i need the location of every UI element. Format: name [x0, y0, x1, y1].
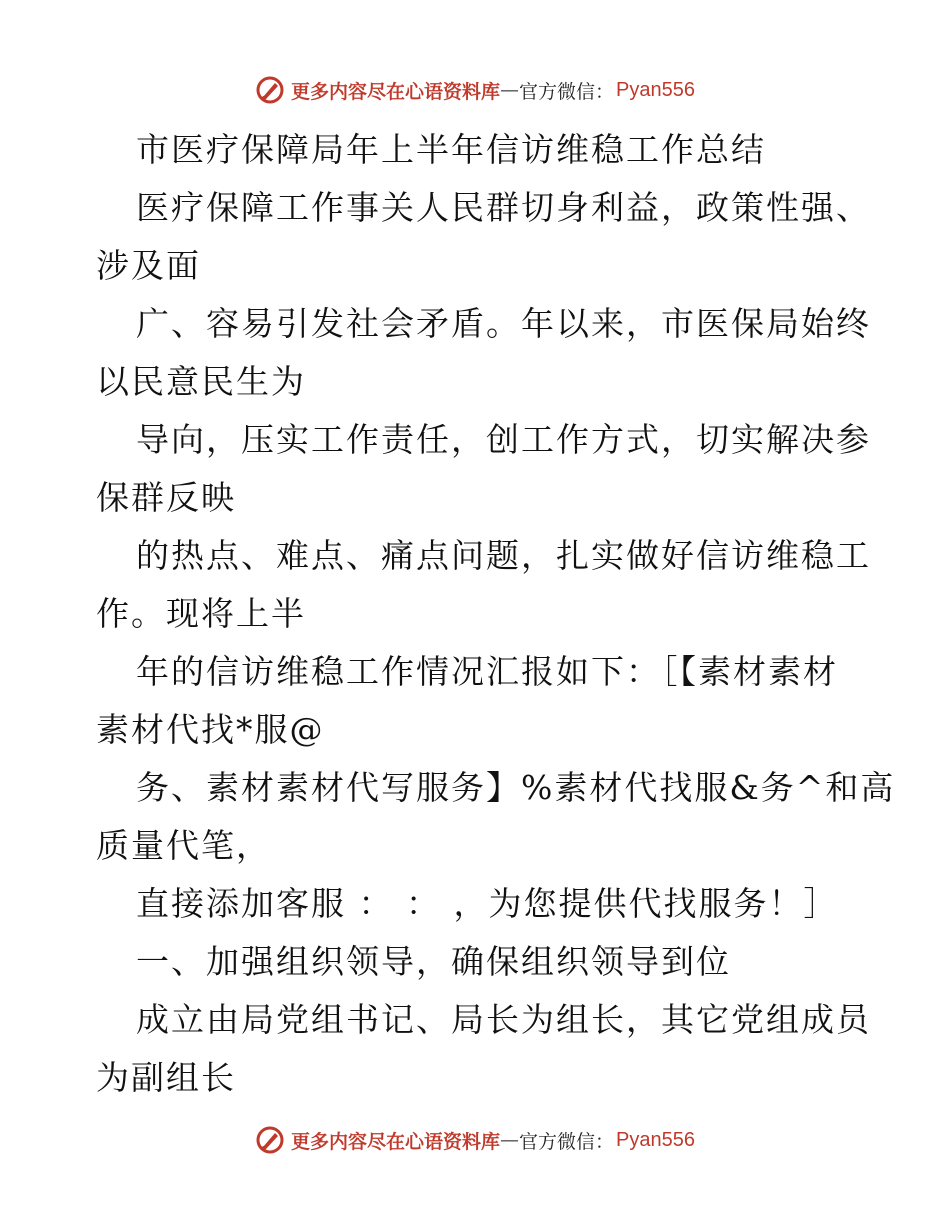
document-title: 市医疗保障局年上半年信访维稳工作总结 — [136, 130, 766, 169]
text-line: 以民意民生为 — [96, 362, 306, 401]
text-line: 务、素材素材代写服务】%素材代找服&务^和高 — [136, 768, 896, 807]
text-line: 年的信访维稳工作情况汇报如下：［【素材素材 — [136, 652, 838, 691]
banner-wechat-label: 官方微信： — [519, 1130, 615, 1153]
text-line: 直接添加客服 ： ： ，为您提供代找服务！］ — [136, 884, 839, 923]
text-line: 作。现将上半 — [96, 594, 306, 633]
text-line: 质量代笔， — [96, 826, 271, 865]
banner-brand-text: 更多内容尽在心语资料库 — [291, 80, 501, 103]
text-line: 素材代找*服@ — [96, 710, 325, 749]
footer-banner — [0, 1120, 950, 1160]
text-line: 为副组长 — [96, 1058, 236, 1097]
text-line: 保群反映 — [96, 478, 236, 517]
text-line: 导向，压实工作责任，创工作方式，切实解决参 — [136, 420, 871, 459]
text-line: 的热点、难点、痛点问题，扎实做好信访维稳工 — [136, 536, 871, 575]
banner-wechat-label: 官方微信： — [519, 80, 615, 103]
document-body — [96, 121, 896, 1107]
text-line: 医疗保障工作事关人民群切身利益，政策性强、 — [136, 188, 871, 227]
pen-logo-icon — [255, 1125, 285, 1155]
banner-wechat-account: Pyan556 — [616, 1128, 695, 1151]
banner-brand-text: 更多内容尽在心语资料库 — [291, 1130, 501, 1153]
text-line: 涉及面 — [96, 246, 201, 285]
section-heading: 一、加强组织领导，确保组织领导到位 — [136, 942, 731, 981]
text-line: 成立由局党组书记、局长为组长，其它党组成员 — [136, 1000, 871, 1039]
banner-wechat-account: Pyan556 — [616, 78, 695, 101]
banner-dash: — — [500, 1129, 520, 1151]
banner-dash: — — [500, 79, 520, 101]
text-line: 广、容易引发社会矛盾。年以来，市医保局始终 — [136, 304, 871, 343]
pen-logo-icon — [255, 75, 285, 105]
header-banner — [0, 70, 950, 110]
